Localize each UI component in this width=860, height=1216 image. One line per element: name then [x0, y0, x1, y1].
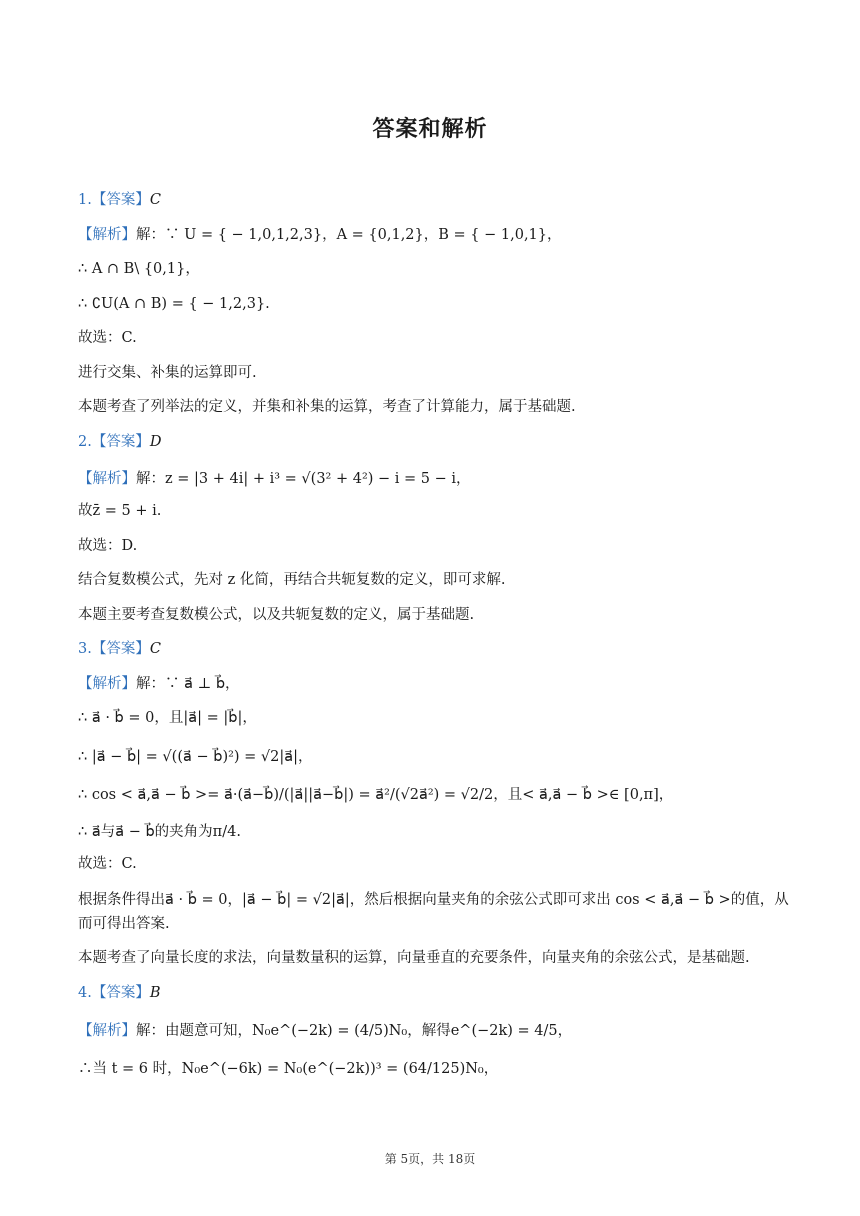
solution-line: 本题主要考查复数模公式，以及共轭复数的定义，属于基础题. [78, 606, 475, 623]
analysis-line [78, 466, 790, 492]
question-number: 1. [78, 192, 92, 208]
answer-tag: 【答案】 [91, 641, 150, 657]
analysis-tag: 【解析】 [78, 1023, 136, 1039]
solution-content [78, 190, 790, 1093]
analysis-text: 解：z = |3 + 4i| + i³ = √(3² + 4²) − i = 5 − i， [136, 471, 471, 487]
answer-tag: 【答案】 [91, 433, 150, 450]
analysis-line [78, 1017, 790, 1045]
analysis-text: 解：∵ a⃗ ⊥ b⃗， [136, 675, 240, 692]
solution-line: 故选：D. [78, 537, 138, 554]
solution-line: ∴ a⃗ · b⃗ = 0，且|a⃗| = |b⃗|， [78, 710, 257, 726]
question-number: 3. [78, 641, 92, 657]
solution-line: 本题考查了列举法的定义，并集和补集的运算，考查了计算能力，属于基础题. [78, 399, 576, 415]
solution-line: 结合复数模公式，先对 z 化简，再结合共轭复数的定义，即可求解. [78, 572, 506, 588]
solution-line: 进行交集、补集的运算即可. [78, 364, 257, 381]
analysis-tag: 【解析】 [78, 471, 136, 487]
solution-line: 根据条件得出a⃗ · b⃗ = 0，|a⃗ − b⃗| = √2|a⃗|，然后根据向量夹角的余弦公式即可求出 cos < a⃗,a⃗ − b⃗ >的值，从而可得出答案. [78, 892, 789, 932]
answer-header-1 [78, 190, 790, 210]
analysis-line [78, 225, 790, 245]
analysis-line [78, 674, 790, 694]
solution-line: ∴ ∁U(A ∩ B) = { − 1,2,3}. [78, 295, 270, 312]
answer-header-3 [78, 639, 790, 659]
answer-tag: 【答案】 [91, 984, 150, 1001]
solution-line: ∴ cos < a⃗,a⃗ − b⃗ >= a⃗·(a⃗−b⃗)/(|a⃗||a⃗−b⃗|) = a⃗²/(√2a⃗²) = √2/2，且< a⃗,a⃗ − b⃗ >∈ [0,π]， [78, 786, 674, 803]
analysis-text: 解：由题意可知，N₀e^(−2k) = (4/5)N₀，解得e^(−2k) = 4/5， [136, 1023, 573, 1039]
answer-header-2 [78, 432, 790, 452]
analysis-text: 解：∵ U = { − 1,0,1,2,3}，A = {0,1,2}，B = { − 1,0,1}， [136, 226, 562, 243]
solution-line: 故选：C. [78, 855, 137, 872]
analysis-tag: 【解析】 [78, 675, 136, 692]
page-title: 答案和解析 [372, 117, 488, 142]
solution-line: ∴当 t = 6 时，N₀e^(−6k) = N₀(e^(−2k))³ = (64/125)N₀， [78, 1061, 499, 1077]
solution-line: ∴ |a⃗ − b⃗| = √((a⃗ − b⃗)²) = √2|a⃗|， [78, 748, 313, 765]
solution-line: 本题考查了向量长度的求法，向量数量积的运算，向量垂直的充要条件，向量夹角的余弦公式，是基础题. [78, 950, 750, 966]
analysis-tag: 【解析】 [78, 226, 136, 243]
solution-line: ∴ a⃗与a⃗ − b⃗的夹角为π/4. [78, 823, 241, 840]
solution-line: 故选：C. [78, 330, 137, 346]
answer-letter: D [149, 433, 162, 450]
question-number: 2. [78, 433, 92, 450]
page-footer: 第 5页，共 18页 [384, 1152, 476, 1166]
answer-letter: B [149, 984, 161, 1001]
solution-line: ∴ A ∩ B\ {0,1}， [78, 261, 200, 277]
question-number: 4. [78, 984, 92, 1001]
solution-line: 故z̄ = 5 + i. [78, 503, 162, 519]
answer-header-4 [78, 983, 790, 1003]
answer-letter: C [149, 192, 161, 208]
answer-letter: C [149, 641, 161, 657]
answer-tag: 【答案】 [91, 192, 150, 208]
